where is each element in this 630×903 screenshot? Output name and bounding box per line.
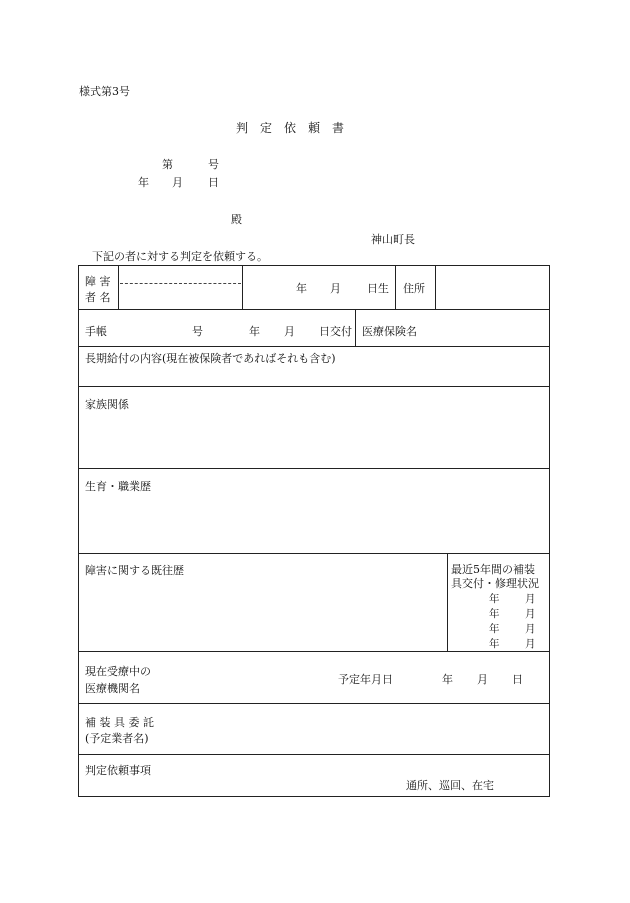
scheduled-year: 年 — [442, 673, 453, 686]
furigana-line — [120, 283, 241, 284]
document-title: 判 定 依 頼 書 — [236, 121, 345, 135]
insurance-label: 医療保険名 — [362, 325, 417, 338]
current-medical-line2: 医療機関名 — [85, 682, 140, 695]
doc-number-dai: 第 — [162, 158, 173, 171]
device-year: 年 — [489, 623, 500, 635]
row-divider — [79, 754, 549, 755]
device-month: 月 — [525, 608, 536, 620]
doc-number-go: 号 — [208, 158, 219, 171]
long-term-benefit-label: 長期給付の内容(現在被保険者であればそれも含む) — [85, 352, 336, 365]
name-label-line1: 障 害 — [85, 275, 111, 288]
scheduled-day: 日 — [512, 673, 523, 686]
past-illness-label: 障害に関する既往歴 — [85, 564, 184, 577]
current-medical-line1: 現在受療中の — [85, 665, 151, 678]
col-divider — [355, 309, 356, 346]
form-number: 様式第3号 — [79, 85, 130, 98]
col-divider — [242, 266, 243, 309]
issue-day: 日 — [208, 176, 219, 189]
device-year: 年 — [489, 608, 500, 620]
intro-text: 下記の者に対する判定を依頼する。 — [92, 250, 268, 263]
name-label-line2: 者 名 — [85, 291, 111, 304]
col-divider — [435, 266, 436, 309]
handbook-year: 年 — [249, 325, 260, 338]
row-divider — [79, 468, 549, 469]
handbook-label: 手帳 — [85, 325, 107, 338]
row-divider — [79, 651, 549, 652]
addressee-honorific: 殿 — [231, 213, 242, 226]
device-year: 年 — [489, 593, 500, 605]
request-items-label: 判定依頼事項 — [85, 764, 151, 777]
scheduled-month: 月 — [477, 673, 488, 686]
row-divider — [79, 346, 549, 347]
device-contract-line2: (予定業者名) — [85, 732, 149, 745]
device-month: 月 — [525, 638, 536, 650]
family-label: 家族関係 — [85, 398, 129, 411]
visit-options: 通所、巡回、在宅 — [406, 779, 494, 792]
history-label: 生育・職業歴 — [85, 480, 151, 493]
issue-month: 月 — [172, 176, 183, 189]
device-month: 月 — [525, 593, 536, 605]
device-year: 年 — [489, 638, 500, 650]
row-divider — [79, 703, 549, 704]
issue-year: 年 — [138, 176, 149, 189]
recent-devices-line2: 具交付・修理状況 — [451, 577, 539, 590]
birth-day: 日生 — [367, 282, 389, 295]
birth-year: 年 — [296, 282, 307, 295]
row-divider — [79, 386, 549, 387]
scheduled-label: 予定年月日 — [338, 673, 393, 686]
handbook-number: 号 — [192, 325, 203, 338]
address-label: 住所 — [403, 282, 425, 295]
handbook-month: 月 — [284, 325, 295, 338]
col-divider — [447, 553, 448, 651]
request-form-table — [78, 265, 550, 797]
col-divider — [118, 266, 119, 309]
col-divider — [395, 266, 396, 309]
device-contract-line1: 補 装 具 委 託 — [85, 716, 154, 729]
handbook-day: 日交付 — [319, 325, 352, 338]
row-divider — [79, 553, 549, 554]
birth-month: 月 — [330, 282, 341, 295]
row-divider — [79, 309, 549, 310]
sender: 神山町長 — [371, 233, 415, 246]
device-month: 月 — [525, 623, 536, 635]
recent-devices-line1: 最近5年間の補装 — [451, 563, 535, 576]
